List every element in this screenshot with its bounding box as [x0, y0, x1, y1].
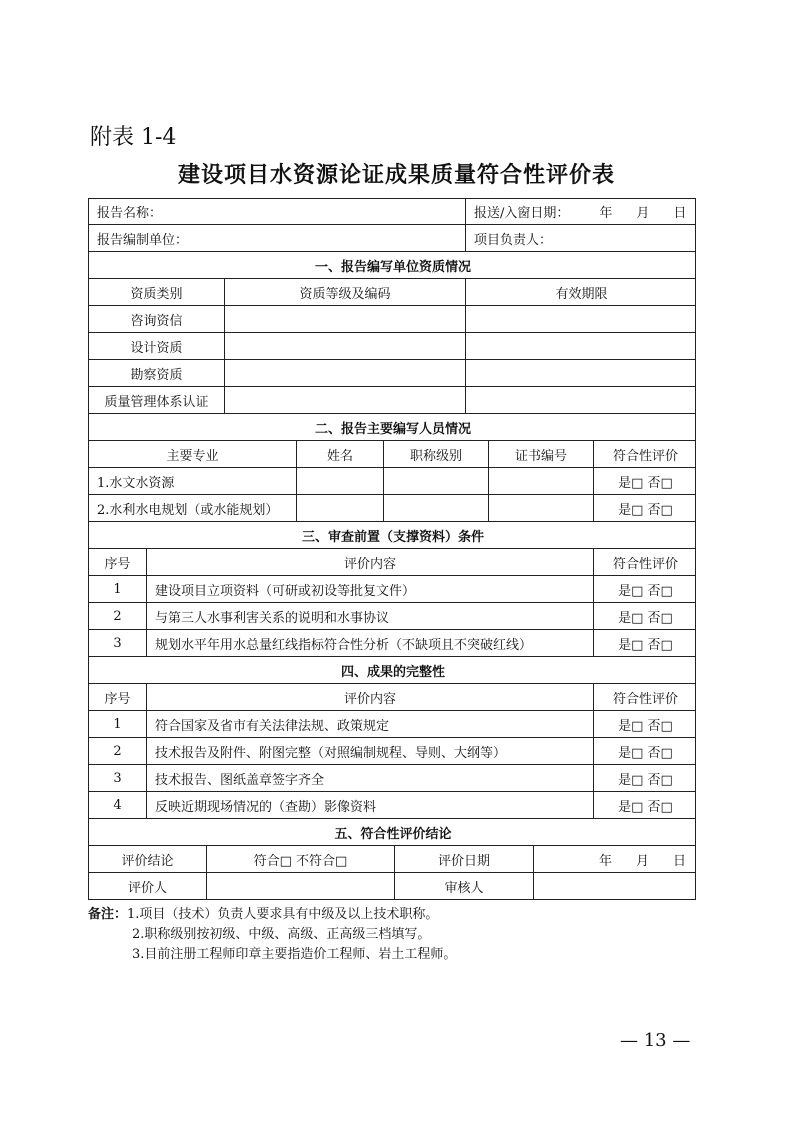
name-cell[interactable] — [296, 495, 383, 521]
compiler-label: 报告编制单位： — [97, 232, 189, 248]
leader-label: 项目负责人： — [465, 225, 697, 251]
conclusion-label: 评价结论 — [121, 853, 174, 869]
note-item: 1.项目（技术）负责人要求具有中级及以上技术职称。 — [127, 907, 439, 922]
validity-cell[interactable] — [465, 306, 697, 332]
section4-title: 四、成果的完整性 — [340, 664, 445, 680]
table-row — [88, 468, 696, 495]
seq-number: 1 — [113, 716, 122, 732]
table-row — [88, 765, 696, 792]
col-major: 主要专业 — [166, 448, 219, 464]
content-text: 反映近期现场情况的（查勘）影像资料 — [146, 792, 593, 818]
col-validity: 有效期限 — [465, 279, 697, 305]
section4-header — [88, 657, 696, 684]
day-label: 日 — [673, 853, 687, 869]
signature-row — [88, 873, 696, 900]
qualification-grade-cell[interactable] — [224, 333, 465, 359]
qualification-type: 质量管理体系认证 — [104, 394, 209, 410]
notes-label: 备注： — [88, 907, 128, 922]
qualification-type: 设计资质 — [130, 340, 183, 356]
content-text: 与第三人水事利害关系的说明和水事协议 — [146, 603, 593, 629]
col-cert-number: 证书编号 — [488, 441, 593, 467]
section1-columns — [88, 279, 696, 306]
page-number: — 13 — — [620, 1030, 691, 1051]
cert-number-cell[interactable] — [488, 468, 593, 494]
year-label: 年 — [599, 206, 613, 221]
seq-number: 3 — [113, 770, 122, 786]
table-row — [88, 333, 696, 360]
table-row — [88, 387, 696, 414]
content-text: 规划水平年用水总量红线指标符合性分析（不缺项且不突破红线） — [146, 630, 593, 656]
section2-columns — [88, 441, 696, 468]
col-content: 评价内容 — [146, 549, 593, 575]
yes-no-checkbox[interactable]: 是□ 否□ — [593, 468, 697, 494]
yes-no-checkbox[interactable]: 是□ 否□ — [593, 576, 697, 602]
col-compliance: 符合性评价 — [593, 549, 697, 575]
note-item: 3.目前注册工程师印章主要指造价工程师、岩土工程师。 — [132, 947, 457, 962]
yes-no-checkbox[interactable]: 是□ 否□ — [593, 603, 697, 629]
conclusion-checkbox[interactable]: 符合□ 不符合□ — [206, 846, 394, 872]
month-label: 月 — [636, 206, 650, 221]
col-qualification-grade: 资质等级及编码 — [224, 279, 465, 305]
evaluation-date-cell[interactable] — [533, 846, 697, 872]
col-seq: 序号 — [104, 556, 131, 572]
submit-date-label: 报送/入窗日期： — [474, 206, 570, 221]
section3-columns — [88, 549, 696, 576]
qualification-grade-cell[interactable] — [224, 306, 465, 332]
table-row — [88, 576, 696, 603]
table-row — [88, 630, 696, 657]
seq-number: 1 — [113, 581, 122, 597]
evaluation-date-label: 评价日期 — [394, 846, 533, 872]
qualification-type: 勘察资质 — [130, 367, 183, 383]
validity-cell[interactable] — [465, 333, 697, 359]
seq-number: 4 — [113, 797, 122, 813]
section1-title: 一、报告编写单位资质情况 — [314, 259, 471, 275]
col-compliance: 符合性评价 — [593, 441, 697, 467]
table-row — [88, 360, 696, 387]
month-label: 月 — [635, 853, 649, 869]
yes-no-checkbox[interactable]: 是□ 否□ — [593, 765, 697, 791]
section2-title: 二、报告主要编写人员情况 — [314, 421, 471, 437]
notes — [88, 905, 456, 965]
report-name-row — [88, 198, 696, 225]
seq-number: 2 — [113, 608, 122, 624]
yes-no-checkbox[interactable]: 是□ 否□ — [593, 738, 697, 764]
table-row — [88, 603, 696, 630]
annex-label: 附表 1-4 — [90, 125, 177, 150]
section3-title: 三、审查前置（支撑资料）条件 — [301, 529, 484, 545]
seq-number: 2 — [113, 743, 122, 759]
col-compliance: 符合性评价 — [593, 684, 697, 710]
table-row — [88, 738, 696, 765]
yes-no-checkbox[interactable]: 是□ 否□ — [593, 711, 697, 737]
qualification-grade-cell[interactable] — [224, 360, 465, 386]
section5-header — [88, 819, 696, 846]
name-cell[interactable] — [296, 468, 383, 494]
qualification-grade-cell[interactable] — [224, 387, 465, 413]
day-label: 日 — [673, 206, 687, 221]
report-name-label: 报告名称： — [97, 206, 163, 221]
note-item: 2.职称级别按初级、中级、高级、正高级三档填写。 — [132, 927, 431, 942]
seq-number: 3 — [113, 635, 122, 651]
table-row — [88, 792, 696, 819]
submit-date-cell[interactable] — [465, 199, 697, 224]
col-qualification-type: 资质类别 — [130, 286, 183, 302]
evaluation-form — [88, 198, 696, 900]
evaluator-label: 评价人 — [127, 880, 167, 896]
major-label: 2.水利水电规划（或水能规划） — [97, 502, 279, 518]
col-content: 评价内容 — [146, 684, 593, 710]
col-title-level: 职称级别 — [383, 441, 488, 467]
form-title: 建设项目水资源论证成果质量符合性评价表 — [177, 162, 615, 188]
section5-title: 五、符合性评价结论 — [334, 826, 452, 842]
content-text: 建设项目立项资料（可研或初设等批复文件） — [146, 576, 593, 602]
compiler-row — [88, 225, 696, 252]
section4-columns — [88, 684, 696, 711]
qualification-type: 咨询资信 — [130, 313, 183, 329]
content-text: 技术报告及附件、附图完整（对照编制规程、导则、大纲等） — [146, 738, 593, 764]
col-name: 姓名 — [296, 441, 383, 467]
yes-no-checkbox[interactable]: 是□ 否□ — [593, 792, 697, 818]
section2-header — [88, 414, 696, 441]
table-row — [88, 306, 696, 333]
cert-number-cell[interactable] — [488, 495, 593, 521]
yes-no-checkbox[interactable]: 是□ 否□ — [593, 630, 697, 656]
content-text: 符合国家及省市有关法律法规、政策规定 — [146, 711, 593, 737]
table-row — [88, 711, 696, 738]
validity-cell[interactable] — [465, 360, 697, 386]
yes-no-checkbox[interactable]: 是□ 否□ — [593, 495, 697, 521]
title-level-cell[interactable] — [383, 495, 488, 521]
reviewer-label: 审核人 — [394, 873, 533, 899]
table-row — [88, 495, 696, 522]
evaluator-cell[interactable] — [206, 873, 394, 899]
year-label: 年 — [598, 853, 612, 869]
reviewer-cell[interactable] — [533, 873, 697, 899]
col-seq: 序号 — [104, 691, 131, 707]
section3-header — [88, 522, 696, 549]
validity-cell[interactable] — [465, 387, 697, 413]
title-level-cell[interactable] — [383, 468, 488, 494]
section1-header — [88, 252, 696, 279]
content-text: 技术报告、图纸盖章签字齐全 — [146, 765, 593, 791]
conclusion-row — [88, 846, 696, 873]
major-label: 1.水文水资源 — [97, 475, 175, 491]
